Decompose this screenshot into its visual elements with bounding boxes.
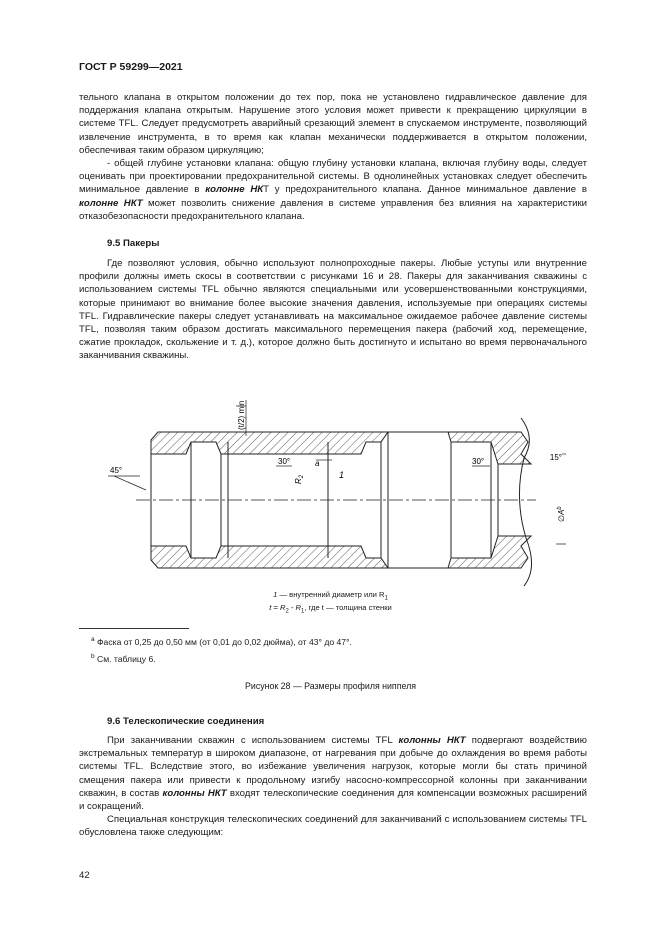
footnote-rule (79, 628, 189, 629)
figure-legend-1: 1 — внутренний диаметр или $R_1$ (273, 590, 388, 602)
page-number: 42 (79, 870, 90, 881)
document-header-standard: ГОСТ Р 59299—2021 (79, 61, 183, 73)
footnote-b: $^b$ См. таблицу 6. (91, 653, 156, 664)
label-angle-15: 15° (549, 453, 562, 462)
label-t2-min: (t/2) min (237, 400, 246, 430)
paragraph: тельного клапана в открытом положении до тех пор, пока не установлено гидравлическое давление для поддержания клапана открытым. Нарушение этого условия может привести к прекращению циркуляции в системе TFL. Следует предусмотреть аварийный срезающий элемент в спускаемом инструменте, позволяющий извлечение инструмента, в то время как клапан механически поддерживается в открытом положении, обеспечивая таким образом циркуляцию; (79, 92, 587, 156)
label-1: 1 (339, 470, 345, 480)
section-heading-9-5: 9.5 Пакеры (107, 238, 160, 249)
section-heading-9-6: 9.6 Телескопические соединения (107, 716, 265, 727)
section-9-6-text (79, 734, 587, 840)
paragraph: - общей глубине установки клапана: общую глубину установки клапана, включая глубину воды, следует оценивать при проектировании предохранительной системы. В однолинейных установках следует обеспечить минимальное давление в колонне НКТ у предохранительного клапана. Данное минимальное давление в колонне НКТ может позволить снижение давления в системе управления без влияния на характеристики отказобезопасности предохранительного клапана. (79, 158, 588, 222)
label-angle-30a: 30° (278, 457, 291, 466)
label-angle-30b: 30° (472, 457, 485, 466)
footnote-a: $^a$ Фаска от 0,25 до 0,50 мм (от 0,01 до 0,02 дюйма), от 43° до 47°. (91, 636, 352, 647)
paragraph: Где позволяют условия, обычно используют полнопроходные пакеры. Любые уступы или внутренние профили должны иметь скосы в соответствии с рисунками 16 и 28. Пакеры для заканчивания скважины с использованием системы TFL обычно являются специальными или усовершенствованными конструкциями, которые принимают во внимание более высокие значения давления, используемые при операциях системы TFL. Гидравлические пакеры следует устанавливать на максимальное ожидаемое рабочее давление системы TFL, позволяя таким образом достигать максимального перемещения пакера (рабочий ход, перемещение, сжатие прокладок, скольжение и т. д.), которое должно быть достигнуто и испытано во время первоначального заканчивания скважины. (79, 258, 587, 362)
label-diameter: $\emptyset A^b$ (557, 506, 566, 522)
top-text-block (79, 91, 587, 223)
nipple-wall-lower (151, 536, 531, 568)
label-r2: $R_2$ (294, 474, 305, 484)
label-angle-45: 45° (110, 466, 123, 475)
figure-legend-2: $t = R_2 - R_1$, где t — толщина стенки (269, 603, 392, 615)
paragraph: Специальная конструкция телескопических соединений для заканчиваний с использованием системы TFL обусловлена также следующим: (79, 814, 587, 839)
figure-caption: Рисунок 28 — Размеры профиля ниппеля (245, 681, 416, 691)
label-a: a (315, 459, 320, 468)
leader-line (114, 476, 146, 490)
section-9-5-text (79, 257, 587, 363)
nipple-profile-drawing (96, 378, 566, 614)
paragraph: При заканчивании скважин с использованием системы TFL колонны НКТ подвергают воздействию экстремальных температур в широком диапазоне, от нагревания при добыче до охлаждения во время работы системы TFL. Вследствие этого, во избежание увеличения нагрузок, которые могли бы стать причиной смещения пакера или привести к продольному изгибу насосно-компрессорной колонны при заканчивании скважин, в состав колонны НКТ входят телескопические соединения для компенсации возможных расширений и сокращений. (79, 735, 587, 813)
